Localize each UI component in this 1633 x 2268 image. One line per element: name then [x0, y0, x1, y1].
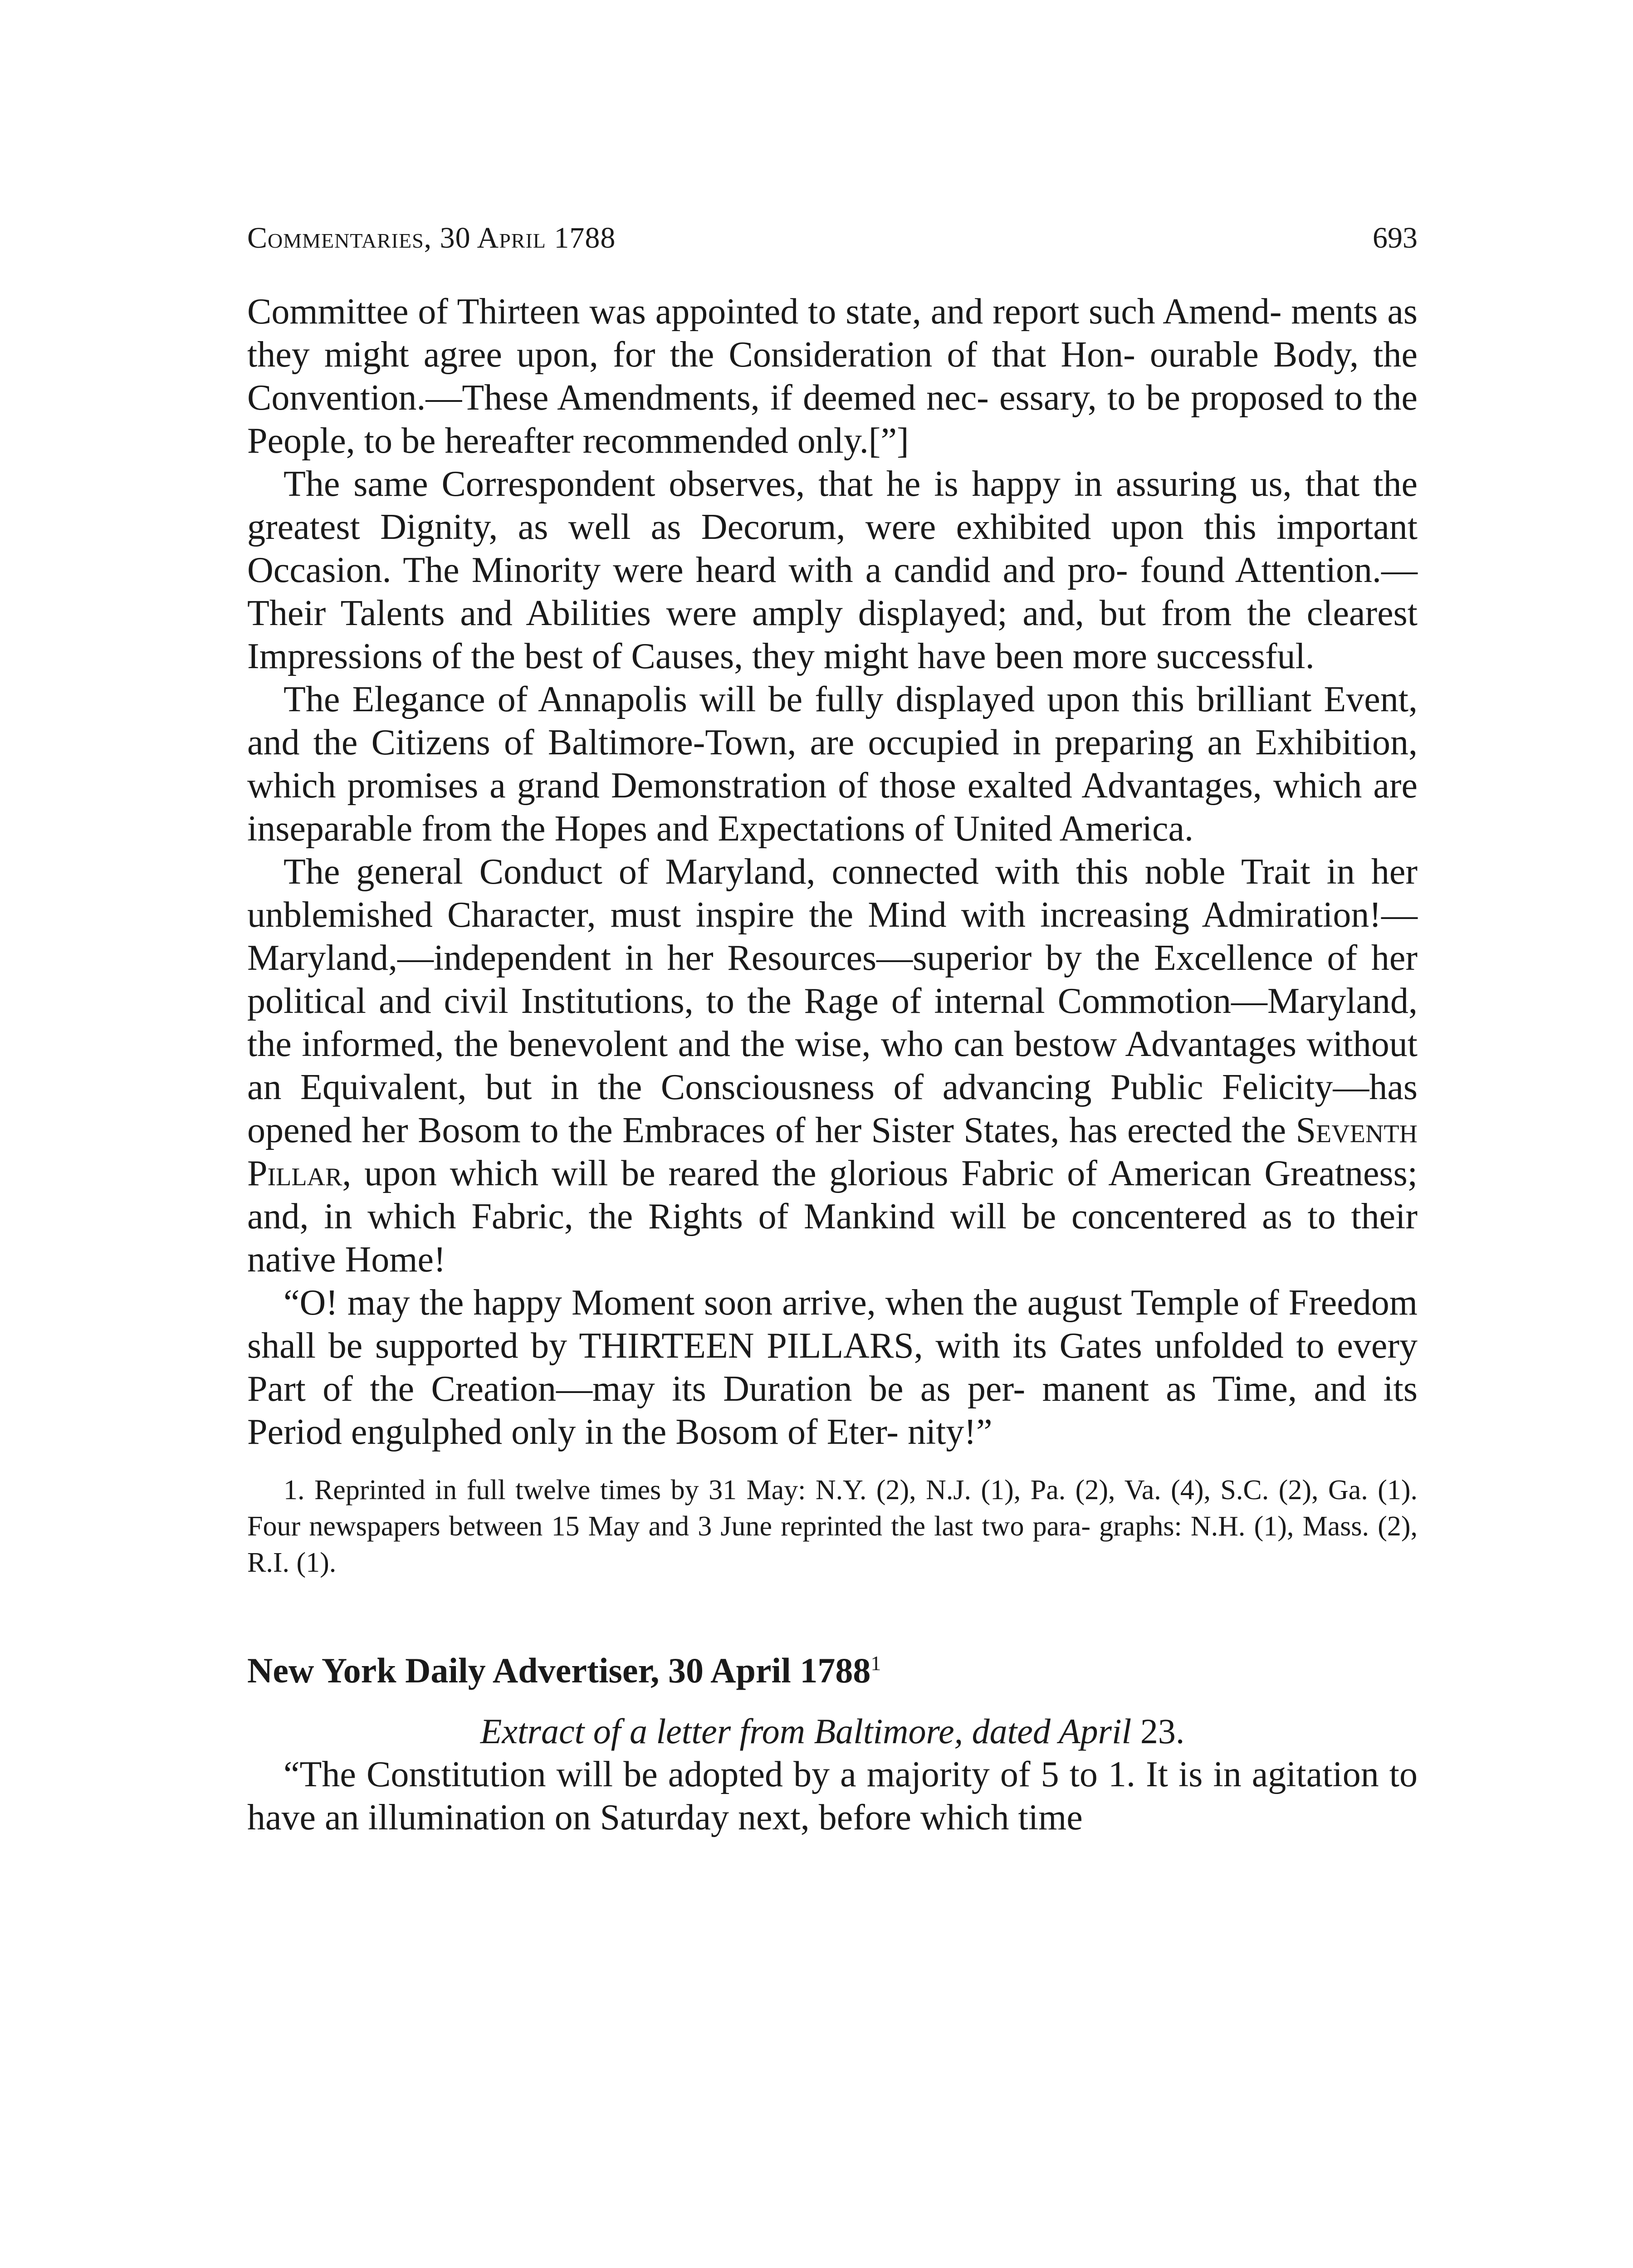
- paragraph-correspondent: The same Correspondent observes, that he is happy in assuring us, that the greatest Dignity, as well as Decorum, were exhibited upon this important Occasion. The Minority were heard with a candid and pro- found Attention.—Their Talents and Abilities were amply displayed; and, but from the clearest Impressions of the best of Causes, they might have been more successful.: [247, 464, 1418, 676]
- paragraph-annapolis: The Elegance of Annapolis will be fully displayed upon this brilliant Event, and the Citizens of Baltimore-Town, are occupied in preparing an Exhibition, which promises a grand Demonstration of those exalted Advantages, which are inseparable from the Hopes and Expectations of United America.: [247, 679, 1418, 849]
- paragraph-maryland: [247, 850, 1418, 1281]
- page-number: 693: [1373, 221, 1418, 254]
- section-heading-text: New York Daily Advertiser, 30 April 1788: [247, 1651, 871, 1690]
- paragraph-temple-of-freedom: “O! may the happy Moment soon arrive, when the august Temple of Freedom shall be supported by THIRTEEN PILLARS, with its Gates unfolded to every Part of the Creation—may its Duration be as per- manent as Time, and its Period engulphed only in the Bosom of Eter- nity!”: [247, 1283, 1418, 1452]
- paragraph-letter: “The Constitution will be adopted by a majority of 5 to 1. It is in agitation to have an illumination on Saturday next, before which time: [247, 1755, 1418, 1838]
- running-head: [247, 218, 1418, 259]
- section-heading-note: 1: [870, 1652, 881, 1675]
- footnote-1: 1. Reprinted in full twelve times by 31 May: N.Y. (2), N.J. (1), Pa. (2), Va. (4), S.C. (2), Ga. (1). Four newspapers between 15 May and 3 June reprinted the last two para- graphs: N.H. (1), Mass. (2), R.I. (1).: [247, 1475, 1418, 1578]
- maryland-text-before: The general Conduct of Maryland, connected with this noble Trait in her unblemished Character, must inspire the Mind with increasing Admiration!—Maryland,—independent in her Resources—superior by the Excellence of her political and civil Institutions, to the Rage of internal Commotion—Maryland, the informed, the benevolent and the wise, who can bestow Advantages without an Equivalent, but in the Consciousness of advancing Public Felicity—has opened her Bosom to the Embraces of her Sister States, has erected the: [247, 852, 1418, 1150]
- extract-date: 23.: [1140, 1711, 1185, 1751]
- letter-text: [247, 1753, 1418, 1839]
- footnotes: [247, 1472, 1418, 1581]
- section-heading: [247, 1649, 1418, 1692]
- main-text: [247, 290, 1418, 1454]
- running-head-title: Commentaries, 30 April 1788: [247, 221, 616, 254]
- maryland-text-after: upon which will be reared the glorious Fabric of American Greatness; and, in which Fabric, the Rights of Mankind will be concentered as to their native Home!: [247, 1154, 1418, 1280]
- document-page: [247, 218, 1418, 1839]
- letter-extract-line: [247, 1710, 1418, 1753]
- seventh-pillar-phrase: Seventh Pillar,: [247, 1110, 1418, 1193]
- paragraph-continuation: Committee of Thirteen was appointed to state, and report such Amend- ments as they might agree upon, for the Consideration of that Hon- ourable Body, the Convention.—These Amendments, if deemed nec- essary, to be proposed to the People, to be hereafter recommended only.[”]: [247, 292, 1418, 461]
- extract-italic-text: Extract of a letter from Baltimore, dated April: [480, 1711, 1132, 1751]
